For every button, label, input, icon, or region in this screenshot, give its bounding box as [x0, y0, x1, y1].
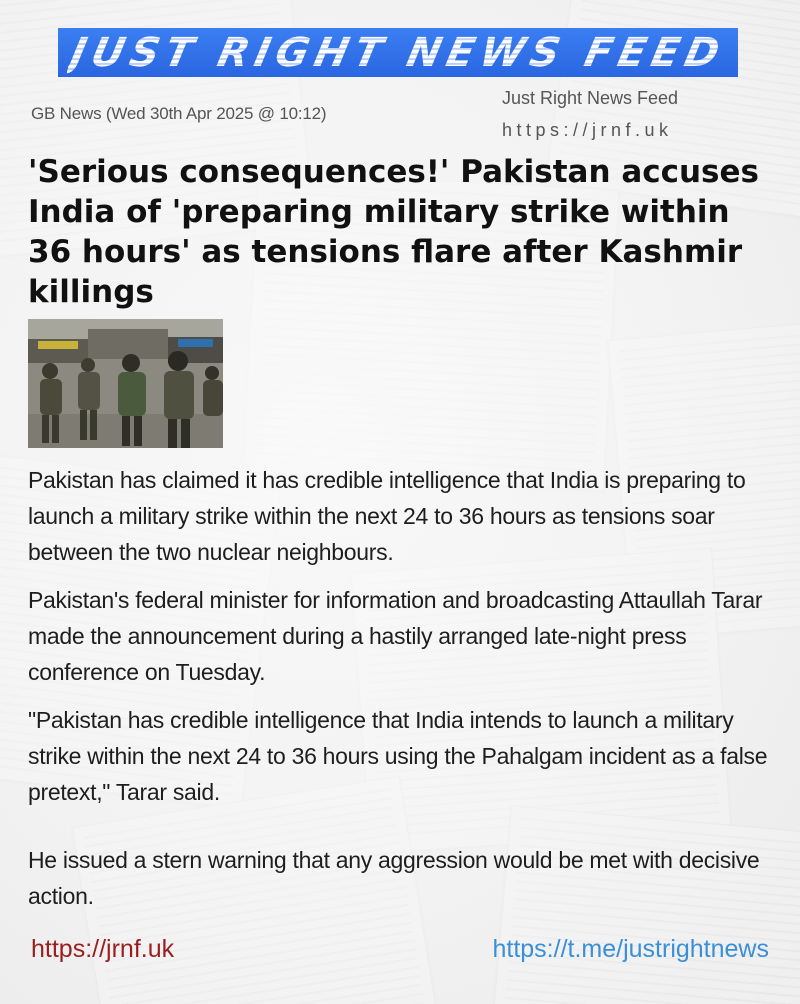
article-source: GB News (Wed 30th Apr 2025 @ 10:12) — [31, 104, 327, 123]
article-paragraph-4: He issued a stern warning that any aggression would be met with decisive action. — [28, 847, 760, 909]
site-name: Just Right News Feed — [502, 88, 679, 108]
banner-title: JUST RIGHT NEWS FEED — [66, 29, 730, 76]
article-paragraph-1: Pakistan has claimed it has credible intelligence that India is preparing to launch a military strike within the next 24 to 36 hours as tensions soar between the two nuclear neighbours. — [28, 467, 746, 565]
site-banner — [58, 28, 738, 77]
article-photo — [28, 319, 223, 448]
site-url[interactable]: https://jrnf.uk — [502, 120, 673, 140]
article-paragraph-2: Pakistan's federal minister for information and broadcasting Attaullah Tarar made the announcement during a hastily arranged late-night press conference on Tuesday. — [28, 587, 763, 685]
footer-site-link[interactable]: https://jrnf.uk — [31, 935, 175, 963]
footer-telegram-link[interactable]: https://t.me/justrightnews — [492, 935, 769, 963]
article-headline: 'Serious consequences!' Pakistan accuses India of 'preparing military strike within 36 hours' as tensions flare after Kashmir killings — [28, 154, 759, 310]
article-paragraph-3: "Pakistan has credible intelligence that India intends to launch a military strike within the next 24 to 36 hours using the Pahalgam incident as a false pretext," Tarar said. — [28, 707, 768, 805]
